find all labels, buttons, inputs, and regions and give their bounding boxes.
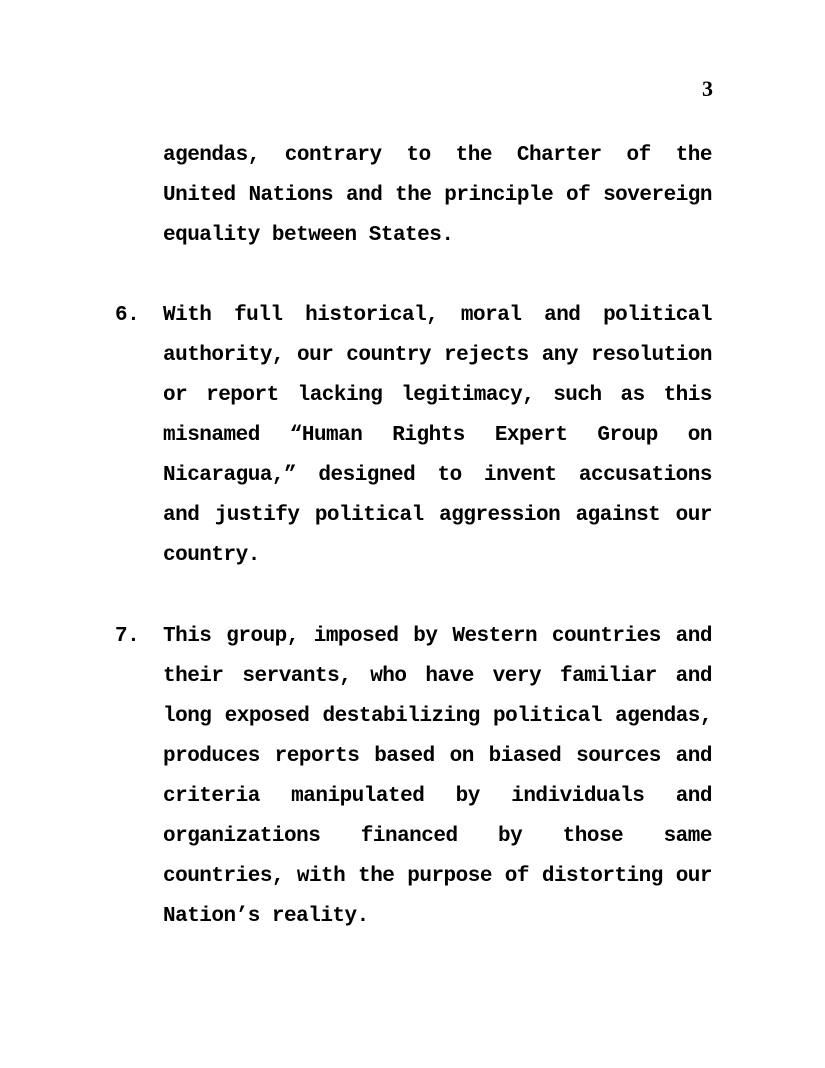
paragraph-6 xyxy=(115,296,712,576)
page-number: 3 xyxy=(702,76,713,101)
paragraph-6-number: 6. xyxy=(115,304,140,327)
paragraph-7 xyxy=(115,617,712,937)
paragraph-6-text: With full historical, moral and political authority, our country rejects any resolution or report lacking legitimacy, such as this misnamed “Human Rights Expert Group on Nicaragua,” designed to invent accusations and justify political aggression against our country. xyxy=(163,304,712,567)
paragraph-continuation: agendas, contrary to the Charter of the United Nations and the principle of sovereign equality between States. xyxy=(163,144,712,247)
paragraph-7-text: This group, imposed by Western countries and their servants, who have very familiar and long exposed destabilizing political agendas, produces reports based on biased sources and criteria manipulated by individuals and organizations financed by those same countries, with the purpose of distorting our Nation’s reality. xyxy=(163,625,712,928)
paragraph-7-number: 7. xyxy=(115,625,140,648)
